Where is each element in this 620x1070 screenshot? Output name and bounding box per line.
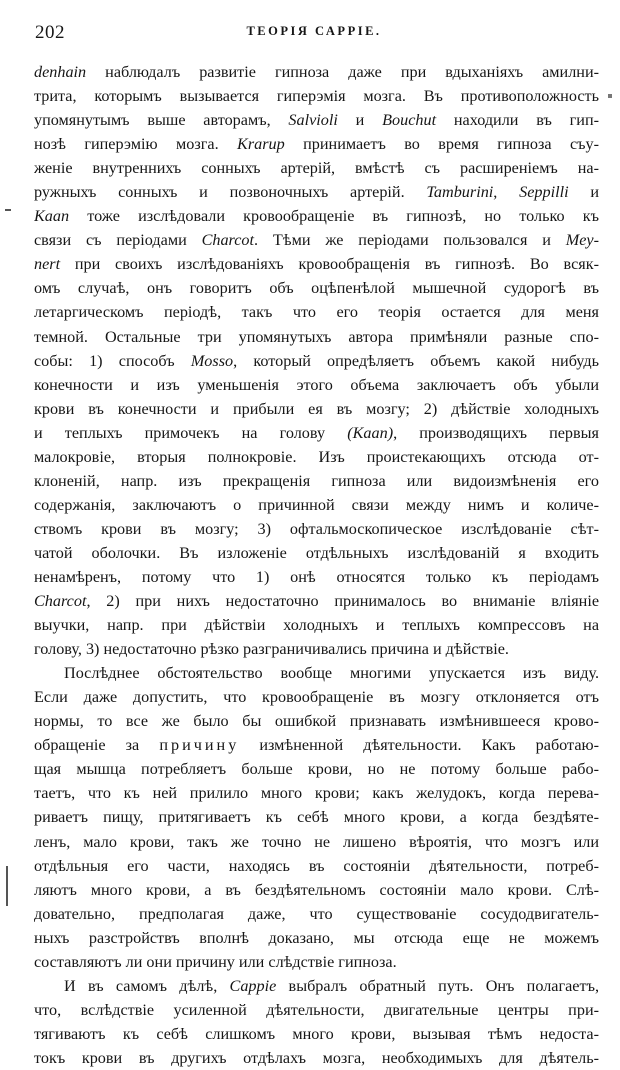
- italic-text: Bouchut: [382, 111, 437, 130]
- margin-mark: [608, 94, 612, 98]
- text-line: [34, 252, 599, 276]
- text-line: [34, 421, 599, 445]
- italic-text: Mosso: [190, 351, 234, 370]
- italic-text: Krarup: [237, 135, 285, 154]
- text-line: [34, 349, 599, 373]
- text-segment: темной. Остальные три упомянутыхъ автора примѣняли разные спо-: [34, 327, 599, 346]
- text-segment: , 2) при нихъ недостаточно принималось во вниманіе вліяніе: [86, 592, 599, 611]
- text-line: [34, 950, 599, 974]
- text-segment: , производящихъ первыя: [393, 423, 599, 442]
- italic-text: Kaan: [34, 207, 70, 226]
- text-line: [34, 805, 599, 829]
- text-segment: трита, которымъ вызывается гиперэмія мозга. Въ противоположность: [34, 87, 599, 106]
- text-line: [34, 517, 599, 541]
- text-segment: токъ крови въ другихъ отдѣлахъ мозга, необходимыхъ для дѣятель-: [34, 1048, 599, 1067]
- text-line: [34, 156, 599, 180]
- text-segment: Если даже допустить, что кровообращеніе въ мозгу отклоняется отъ: [34, 688, 599, 707]
- text-line: [34, 902, 599, 926]
- margin-mark: [6, 866, 8, 906]
- text-segment: . Тѣми же періодами пользовался и: [254, 231, 566, 250]
- body-text: [34, 60, 599, 1070]
- text-segment: что, вслѣдствіе усиленной дѣятельности, двигательные центры при-: [34, 1000, 599, 1019]
- text-segment: и: [568, 183, 599, 202]
- text-segment: омъ случаѣ, онъ говоритъ объ оцѣпенѣлой мышечной судорогѣ въ: [34, 279, 599, 298]
- text-line: [34, 878, 599, 902]
- text-line: [34, 397, 599, 421]
- text-segment: малокровіе, вторыя полнокровіе. Изъ проистекающихъ отсюда от-: [34, 447, 599, 466]
- text-line: [34, 830, 599, 854]
- italic-text: nert: [34, 255, 61, 274]
- text-line: [34, 661, 599, 685]
- text-line: [34, 445, 599, 469]
- text-line: [34, 373, 599, 397]
- italic-text: Charcot: [201, 231, 255, 250]
- text-line: [34, 781, 599, 805]
- text-segment: находили въ гип-: [436, 111, 599, 130]
- text-line: [34, 1046, 599, 1070]
- text-segment: довательно, предполагая даже, что существованіе сосудодвигатель-: [34, 904, 599, 923]
- text-line: [34, 854, 599, 878]
- text-line: [34, 300, 599, 324]
- text-line: [34, 469, 599, 493]
- text-line: [34, 228, 599, 252]
- text-segment: Послѣднее обстоятельство вообще многими упускается изъ виду.: [64, 664, 599, 683]
- text-segment: крови въ конечности и прибыли ея въ мозгу; 2) дѣйствіе холодныхъ: [34, 399, 599, 418]
- text-segment: отдѣльныя его части, находясь въ состояніи дѣятельности, потреб-: [34, 856, 599, 875]
- text-line: [34, 108, 599, 132]
- text-segment: щая мышца потребляетъ больше крови, но не потому больше рабо-: [34, 760, 599, 779]
- text-segment: собы: 1) способъ: [34, 351, 191, 370]
- text-line: [34, 276, 599, 300]
- text-segment: женіе внутреннихъ сонныхъ артерій, вмѣстѣ съ расширеніемъ на-: [34, 159, 599, 178]
- text-segment: содержанія, заключаютъ о причинной связи между нимъ и количе-: [34, 495, 599, 514]
- text-line: [34, 685, 599, 709]
- text-segment: выучки, напр. при дѣйствіи холодныхъ и теплыхъ компрессовъ на: [34, 616, 599, 635]
- text-segment: нозѣ гиперэмію мозга.: [34, 135, 238, 154]
- text-segment: нормы, то все же было бы ошибкой признавать измѣнившееся крово-: [34, 712, 599, 731]
- text-line: [34, 974, 599, 998]
- text-segment: при своихъ изслѣдованіяхъ кровообращенія въ гипнозѣ. Во всяк-: [60, 255, 599, 274]
- text-line: [34, 565, 599, 589]
- text-segment: конечности и изъ уменьшенія этого объема заключаетъ объ убыли: [34, 375, 599, 394]
- text-line: [34, 733, 599, 757]
- italic-text: Cappie: [229, 976, 277, 995]
- italic-text: Seppilli: [519, 183, 569, 202]
- page-number: 202: [35, 22, 65, 43]
- text-line: [34, 325, 599, 349]
- spaced-text: причину: [159, 736, 240, 755]
- running-title: ТЕОРІЯ САРРІЕ.: [246, 24, 382, 38]
- text-segment: , который опредѣляетъ объемъ какой нибудь: [233, 351, 599, 370]
- text-segment: упомянутымъ выше авторамъ,: [34, 111, 289, 130]
- text-segment: тоже изслѣдовали кровообращеніе въ гипнозѣ, но только къ: [69, 207, 599, 226]
- text-line: [34, 60, 599, 84]
- text-segment: таетъ, что къ ней прилило много крови; какъ желудокъ, когда перева-: [34, 784, 599, 803]
- page-header: [35, 22, 593, 46]
- italic-text: Salvioli: [288, 111, 338, 130]
- italic-text: (Kaan): [347, 423, 394, 442]
- text-line: [34, 1022, 599, 1046]
- text-segment: ,: [493, 183, 520, 202]
- text-line: [34, 757, 599, 781]
- text-segment: связи съ періодами: [34, 231, 202, 250]
- text-segment: и: [337, 111, 383, 130]
- text-segment: ненамѣренъ, потому что 1) онѣ относятся только къ періодамъ: [34, 567, 599, 586]
- text-line: [34, 709, 599, 733]
- text-segment: летаргическомъ періодѣ, такъ что его теорія остается для меня: [34, 303, 599, 322]
- text-segment: составляютъ ли они причину или слѣдствіе гипноза.: [34, 952, 397, 971]
- text-line: [34, 926, 599, 950]
- text-line: [34, 493, 599, 517]
- text-segment: выбралъ обратный путь. Онъ полагаетъ,: [276, 976, 599, 995]
- text-line: [34, 613, 599, 637]
- text-segment: ружныхъ сонныхъ и позвоночныхъ артерій.: [34, 183, 427, 202]
- margin-mark: [5, 209, 11, 211]
- text-line: [34, 637, 599, 661]
- text-segment: ляютъ много крови, а въ бездѣятельномъ состояніи мало крови. Слѣ-: [34, 880, 599, 899]
- text-segment: клоненій, напр. изъ прекращенія гипноза или видоизмѣненія его: [34, 471, 599, 490]
- text-segment: ленъ, мало крови, такъ же точно не лишено вѣроятія, что мозгъ или: [34, 832, 599, 851]
- text-segment: наблюдалъ развитіе гипноза даже при вдыханіяхъ амилни-: [86, 63, 599, 81]
- text-segment: и теплыхъ примочекъ на голову: [34, 423, 348, 442]
- text-line: [34, 998, 599, 1022]
- text-line: [34, 541, 599, 565]
- italic-text: denhain: [34, 63, 87, 81]
- text-line: [34, 204, 599, 228]
- italic-text: Mey-: [565, 231, 599, 250]
- text-segment: ствомъ крови въ мозгу; 3) офтальмоскопическое изслѣдованіе сѣт-: [34, 519, 599, 538]
- text-line: [34, 589, 599, 613]
- text-segment: И въ самомъ дѣлѣ,: [64, 976, 230, 995]
- text-segment: измѣненной дѣятельности. Какъ работаю-: [239, 736, 599, 755]
- text-segment: обращеніе за: [34, 736, 160, 755]
- italic-text: Tamburini: [426, 183, 494, 202]
- text-line: [34, 84, 599, 108]
- text-segment: ныхъ разстройствъ вполнѣ доказано, мы отсюда еще не можемъ: [34, 928, 599, 947]
- text-segment: принимаетъ во время гипноза съу-: [284, 135, 599, 154]
- text-segment: чатой оболочки. Въ изложеніе отдѣльныхъ изслѣдованій я входить: [34, 543, 599, 562]
- text-segment: тягиваютъ къ себѣ слишкомъ много крови, вызывая тѣмъ недоста-: [34, 1024, 599, 1043]
- italic-text: Charcot: [34, 592, 87, 611]
- text-line: [34, 180, 599, 204]
- text-line: [34, 132, 599, 156]
- text-segment: риваетъ пищу, притягиваетъ къ себѣ много крови, а когда бездѣяте-: [34, 808, 599, 827]
- text-segment: голову, 3) недостаточно рѣзко разграничивались причина и дѣйствіе.: [34, 640, 509, 659]
